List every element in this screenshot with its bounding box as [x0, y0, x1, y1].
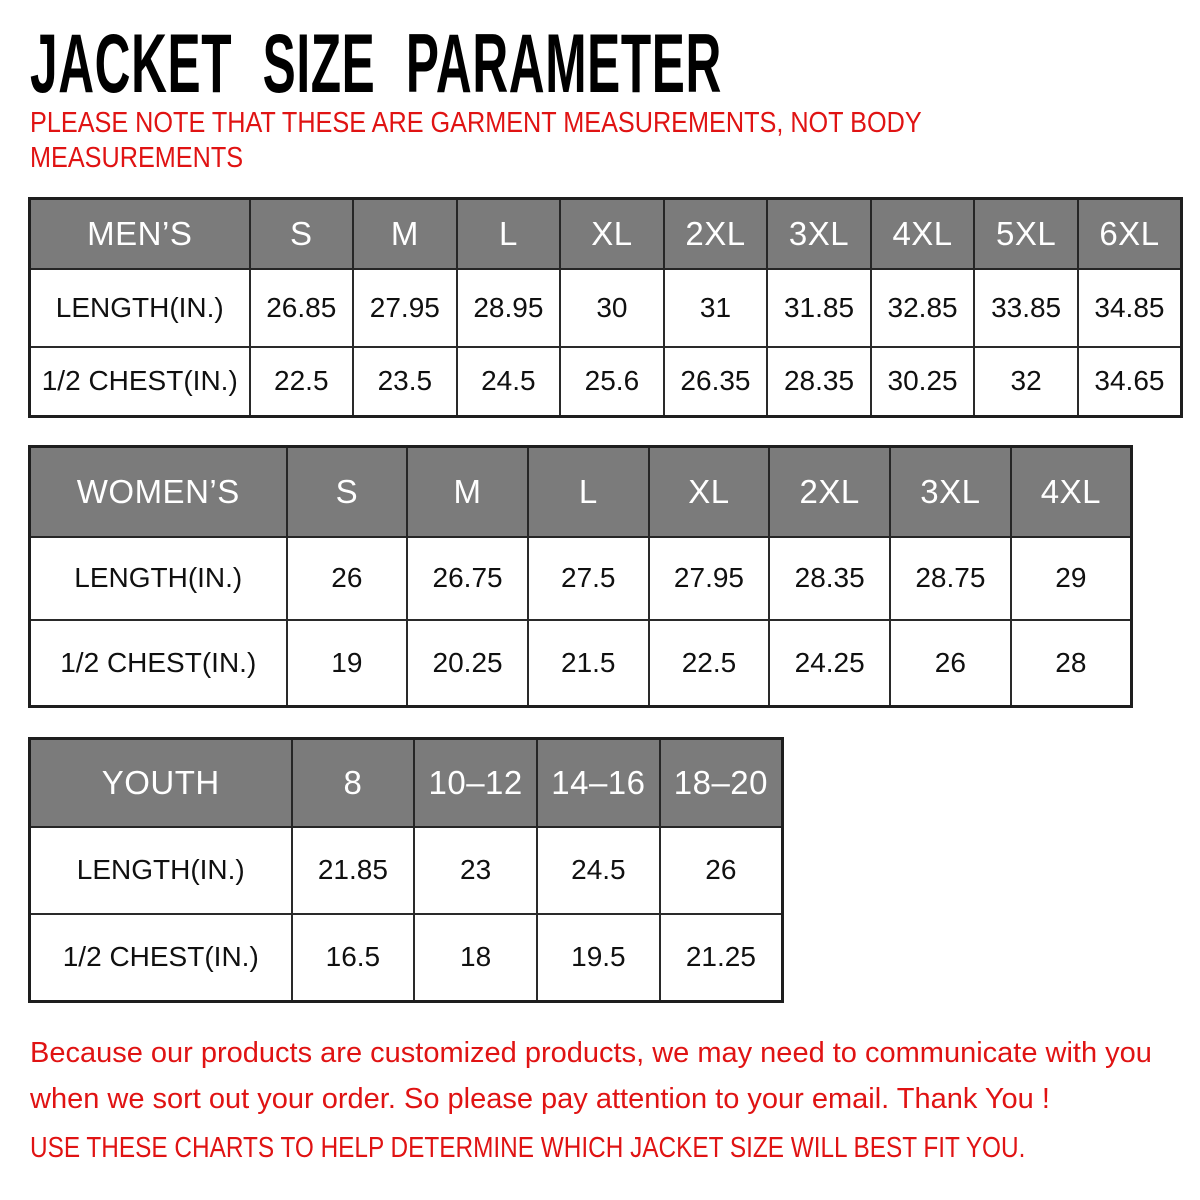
youth-data-row [30, 827, 783, 914]
youth-size-table [28, 737, 784, 1003]
mens-size-header: 4XL [871, 199, 975, 269]
mens-data-row [30, 347, 1182, 417]
womens-table-title: WOMEN’S [30, 447, 287, 537]
measurement-value: 21.5 [528, 620, 649, 707]
page-title-text: JACKET SIZE PARAMETER [30, 17, 722, 110]
mens-size-header: 2XL [664, 199, 768, 269]
garment-note-line1: PLEASE NOTE THAT THESE ARE GARMENT MEASUREMENTS, NOT BODY [30, 107, 922, 139]
measurement-value: 26.85 [250, 269, 354, 347]
womens-size-header: M [407, 447, 528, 537]
measurement-value: 18 [414, 914, 537, 1002]
customization-notice-line1: Because our products are customized products, we may need to communicate with you [30, 1037, 1152, 1069]
womens-size-header: 3XL [890, 447, 1011, 537]
measurement-value: 26 [287, 537, 408, 620]
measurement-value: 31.85 [767, 269, 871, 347]
mens-size-header: 5XL [974, 199, 1078, 269]
measurement-value: 23 [414, 827, 537, 914]
measurement-value: 28.35 [767, 347, 871, 417]
youth-size-header: 18–20 [660, 739, 783, 827]
measurement-value: 33.85 [974, 269, 1078, 347]
mens-data-row [30, 269, 1182, 347]
measurement-value: 32.85 [871, 269, 975, 347]
measurement-value: 27.95 [353, 269, 457, 347]
measurement-value: 26 [660, 827, 783, 914]
measurement-value: 21.25 [660, 914, 783, 1002]
garment-measurements-note [30, 106, 1055, 176]
customization-notice [30, 1030, 1152, 1122]
measurement-value: 26.35 [664, 347, 768, 417]
mens-size-header: 3XL [767, 199, 871, 269]
measurement-value: 22.5 [649, 620, 770, 707]
measurement-value: 26 [890, 620, 1011, 707]
garment-note-line2: MEASUREMENTS [30, 142, 244, 174]
measurement-value: 28 [1011, 620, 1132, 707]
measurement-value: 19 [287, 620, 408, 707]
fit-advice [30, 1128, 1200, 1168]
mens-size-header: 6XL [1078, 199, 1182, 269]
row-label: LENGTH(IN.) [30, 537, 287, 620]
measurement-value: 30.25 [871, 347, 975, 417]
measurement-value: 16.5 [292, 914, 415, 1002]
youth-table-title: YOUTH [30, 739, 292, 827]
measurement-value: 20.25 [407, 620, 528, 707]
womens-size-table [28, 445, 1133, 708]
row-label: LENGTH(IN.) [30, 269, 250, 347]
measurement-value: 31 [664, 269, 768, 347]
mens-header-row [30, 199, 1182, 269]
womens-data-row [30, 537, 1132, 620]
row-label: 1/2 CHEST(IN.) [30, 347, 250, 417]
measurement-value: 24.25 [769, 620, 890, 707]
measurement-value: 30 [560, 269, 664, 347]
row-label: 1/2 CHEST(IN.) [30, 914, 292, 1002]
mens-size-header: S [250, 199, 354, 269]
womens-data-row [30, 620, 1132, 707]
measurement-value: 22.5 [250, 347, 354, 417]
measurement-value: 23.5 [353, 347, 457, 417]
measurement-value: 25.6 [560, 347, 664, 417]
youth-size-header: 14–16 [537, 739, 660, 827]
measurement-value: 29 [1011, 537, 1132, 620]
measurement-value: 27.5 [528, 537, 649, 620]
measurement-value: 34.85 [1078, 269, 1182, 347]
measurement-value: 32 [974, 347, 1078, 417]
mens-size-table [28, 197, 1183, 418]
youth-header-row [30, 739, 783, 827]
fit-advice-text: USE THESE CHARTS TO HELP DETERMINE WHICH JACKET SIZE WILL BEST FIT YOU. [30, 1132, 1026, 1164]
measurement-value: 21.85 [292, 827, 415, 914]
womens-size-header: S [287, 447, 408, 537]
womens-size-header: XL [649, 447, 770, 537]
measurement-value: 24.5 [457, 347, 561, 417]
measurement-value: 28.75 [890, 537, 1011, 620]
measurement-value: 28.95 [457, 269, 561, 347]
youth-data-row [30, 914, 783, 1002]
mens-size-header: M [353, 199, 457, 269]
youth-size-header: 8 [292, 739, 415, 827]
measurement-value: 34.65 [1078, 347, 1182, 417]
measurement-value: 24.5 [537, 827, 660, 914]
measurement-value: 27.95 [649, 537, 770, 620]
customization-notice-line2: when we sort out your order. So please pay attention to your email. Thank You ! [30, 1083, 1050, 1115]
womens-size-header: 2XL [769, 447, 890, 537]
mens-size-header: L [457, 199, 561, 269]
mens-table-title: MEN’S [30, 199, 250, 269]
page-title [30, 16, 1146, 108]
measurement-value: 19.5 [537, 914, 660, 1002]
row-label: 1/2 CHEST(IN.) [30, 620, 287, 707]
youth-size-header: 10–12 [414, 739, 537, 827]
womens-size-header: 4XL [1011, 447, 1132, 537]
womens-header-row [30, 447, 1132, 537]
measurement-value: 28.35 [769, 537, 890, 620]
mens-size-header: XL [560, 199, 664, 269]
measurement-value: 26.75 [407, 537, 528, 620]
row-label: LENGTH(IN.) [30, 827, 292, 914]
womens-size-header: L [528, 447, 649, 537]
